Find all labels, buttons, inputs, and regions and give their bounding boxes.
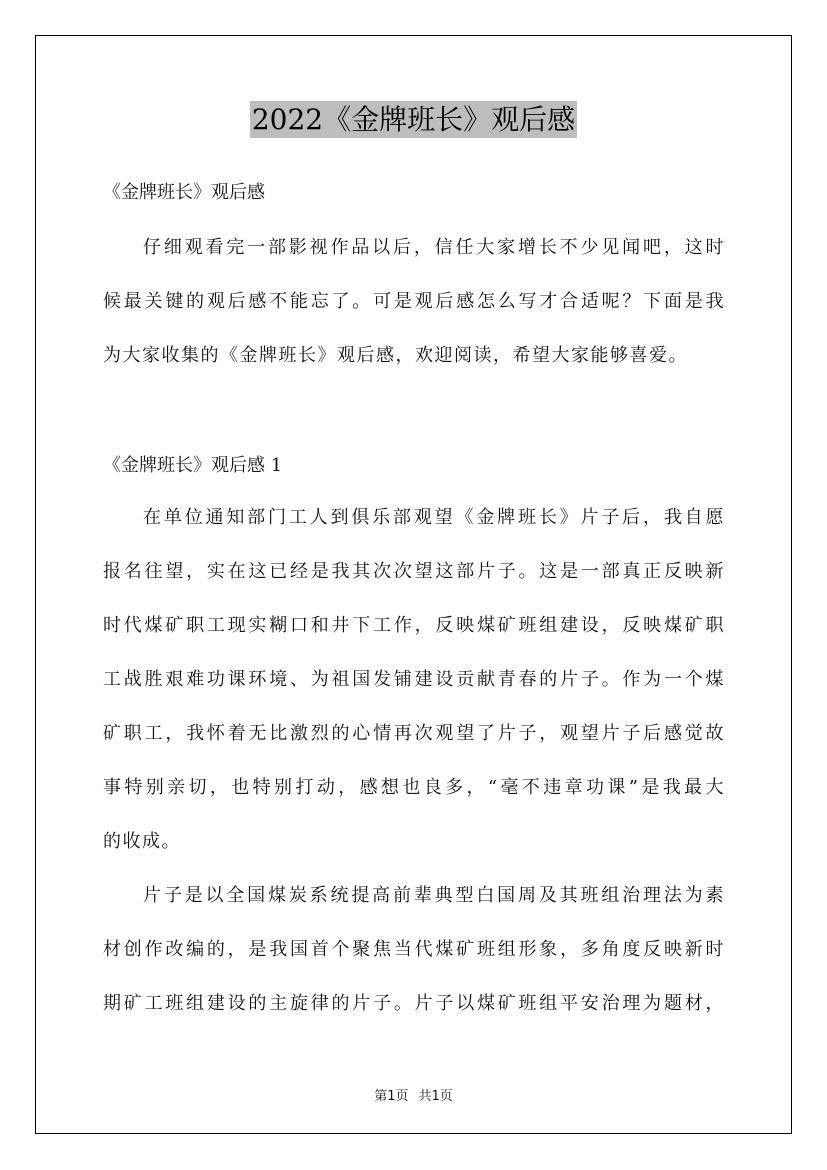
document-title-text: 2022《金牌班长》观后感 (251, 103, 576, 136)
paragraph-line: 候最关键的观后感不能忘了。可是观后感怎么写才合适呢？下面是我 (103, 291, 725, 312)
document-title (0, 100, 827, 140)
section-heading: 《金牌班长》观后感 1 (103, 455, 283, 476)
page-total: 共1页 (418, 1089, 453, 1104)
page-number: 第1页 (374, 1089, 409, 1104)
paragraph-line: 片子是以全国煤炭系统提高前辈典型白国周及其班组治理法为素 (143, 885, 725, 906)
paragraph-line: 仔细观看完一部影视作品以后，信任大家增长不少见闻吧，这时 (143, 237, 725, 258)
paragraph-line: 的收成。 (103, 831, 181, 852)
paragraph-line: 时代煤矿职工现实糊口和井下工作，反映煤矿班组建设，反映煤矿职 (103, 615, 725, 636)
paragraph-line: 期矿工班组建设的主旋律的片子。片子以煤矿班组平安治理为题材， (103, 993, 725, 1014)
intro-paragraph (103, 236, 725, 398)
paragraph-line: 报名往望，实在这已经是我其次次望这部片子。这是一部真正反映新 (103, 561, 725, 582)
paragraph-line: 矿职工，我怀着无比激烈的心情再次观望了片子，观望片子后感觉故 (103, 723, 725, 744)
subtitle: 《金牌班长》观后感 (103, 182, 265, 203)
paragraph-line: 为大家收集的《金牌班长》观后感，欢迎阅读，希望大家能够喜爱。 (103, 345, 688, 366)
paragraph-line: 事特别亲切，也特别打动，感想也良多，“毫不违章功课”是我最大 (103, 777, 725, 798)
section1-paragraph-1 (103, 506, 725, 884)
paragraph-line: 工战胜艰难功课环境、为祖国发铺建设贡献青春的片子。作为一个煤 (103, 669, 725, 690)
paragraph-line: 材创作改编的，是我国首个聚焦当代煤矿班组形象，多角度反映新时 (103, 939, 725, 960)
page-footer (0, 1085, 827, 1104)
section1-paragraph-2 (103, 884, 725, 1046)
paragraph-line: 在单位通知部门工人到俱乐部观望《金牌班长》片子后，我自愿 (143, 507, 725, 528)
